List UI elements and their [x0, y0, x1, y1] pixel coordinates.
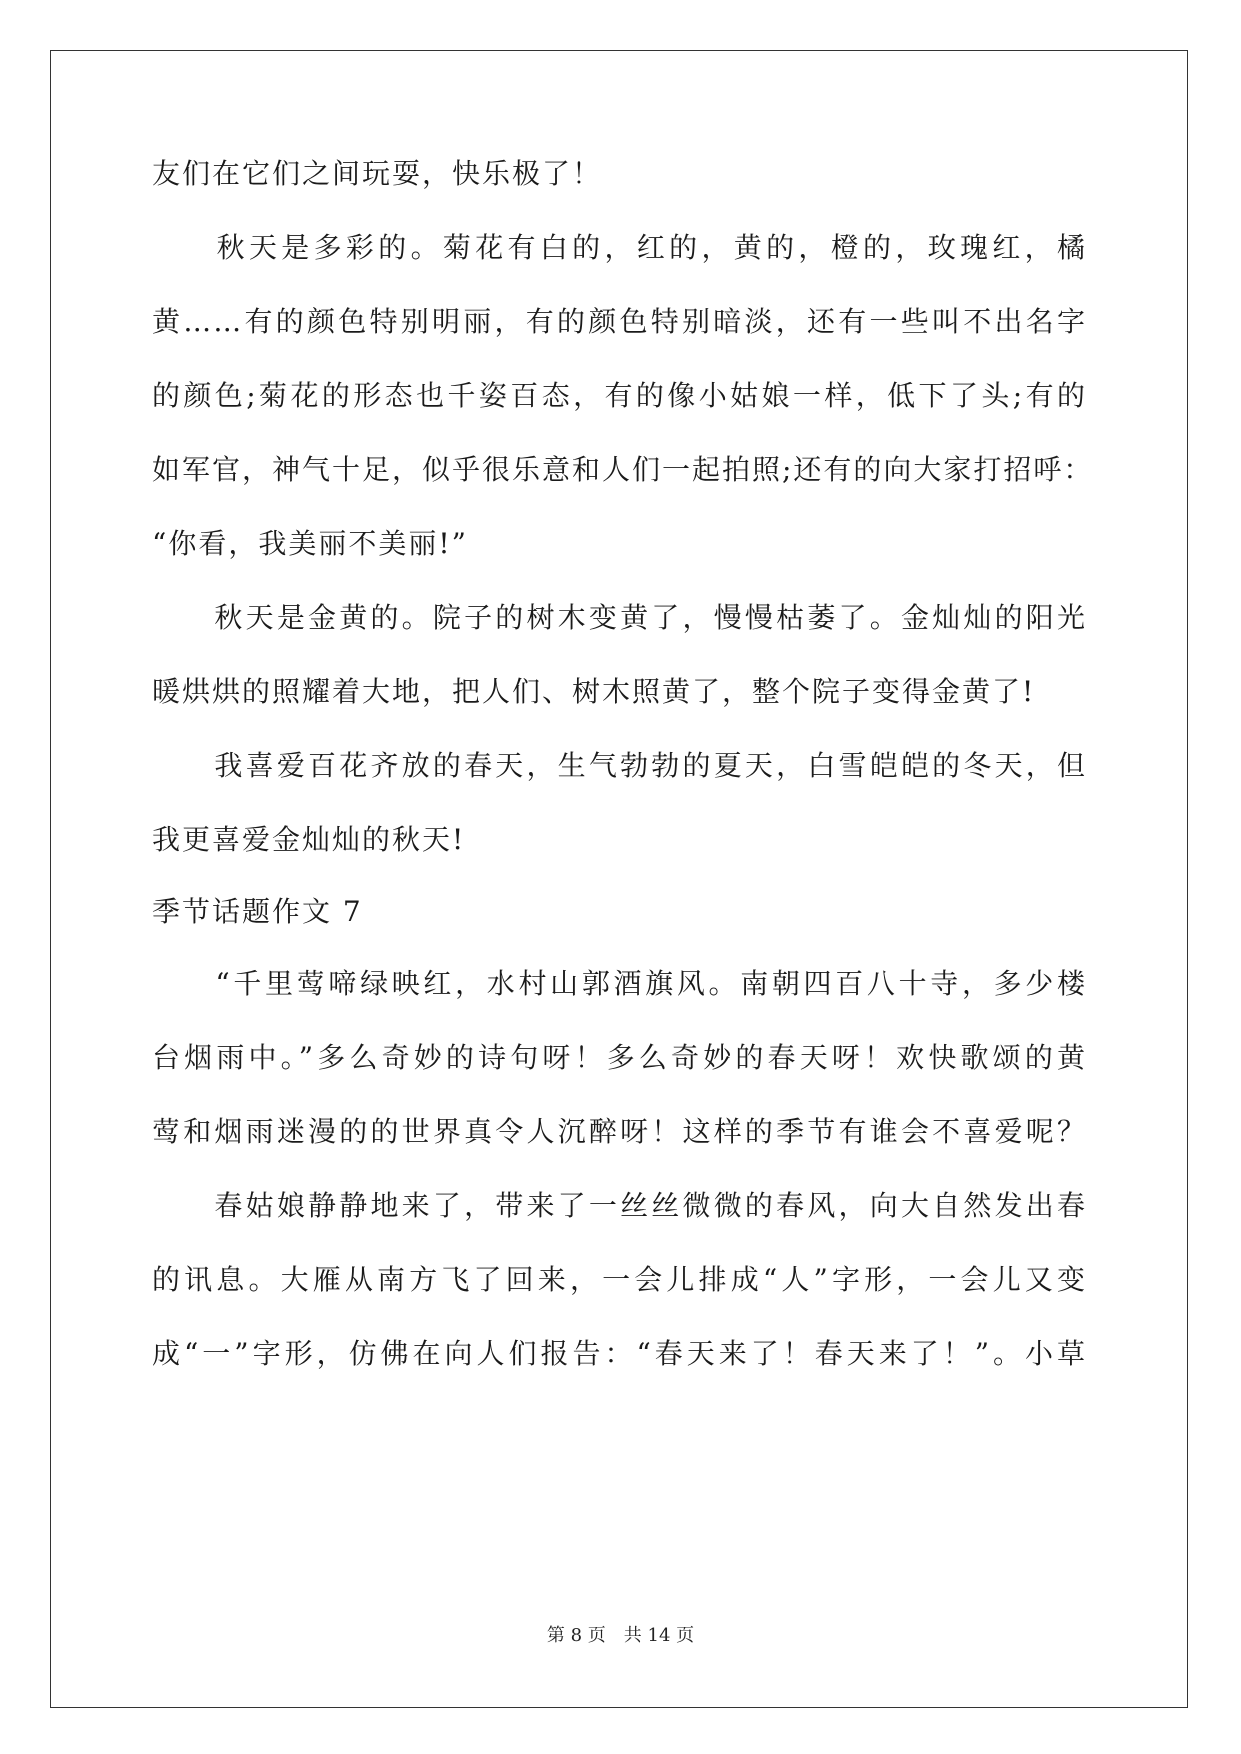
- text-line: “你看，我美丽不美丽!”: [152, 527, 468, 560]
- text-line: 秋天是金黄的。院子的树木变黄了，慢慢枯萎了。金灿灿的阳光: [152, 601, 1087, 634]
- page-number: 第 8 页 共 14 页: [546, 1625, 695, 1646]
- text-line: “千里莺啼绿映红，水村山郭酒旗风。南朝四百八十寺，多少楼: [152, 967, 1087, 1000]
- text-line: 的讯息。大雁从南方飞了回来，一会儿排成“人”字形，一会儿又变: [152, 1263, 1087, 1296]
- text-line: 暖烘烘的照耀着大地，把人们、树木照黄了，整个院子变得金黄了!: [152, 675, 1036, 708]
- text-line: 秋天是多彩的。菊花有白的，红的，黄的，橙的，玫瑰红，橘: [152, 231, 1087, 264]
- text-line: 的颜色;菊花的形态也千姿百态，有的像小姑娘一样，低下了头;有的: [152, 379, 1087, 412]
- page-border: [50, 50, 1188, 1708]
- text-line: 如军官，神气十足，似乎很乐意和人们一起拍照;还有的向大家打招呼：: [152, 453, 1094, 486]
- text-line: 莺和烟雨迷漫的的世界真令人沉醉呀！这样的季节有谁会不喜爱呢？: [152, 1115, 1087, 1148]
- text-line: 友们在它们之间玩耍，快乐极了！: [152, 157, 603, 190]
- text-line: 成“一”字形，仿佛在向人们报告：“春天来了！春天来了！”。小草: [152, 1337, 1087, 1370]
- text-line: 黄……有的颜色特别明丽，有的颜色特别暗淡，还有一些叫不出名字: [152, 305, 1087, 338]
- text-line: 春姑娘静静地来了，带来了一丝丝微微的春风，向大自然发出春: [152, 1189, 1087, 1222]
- text-line: 我更喜爱金灿灿的秋天!: [152, 823, 466, 856]
- text-line: 我喜爱百花齐放的春天，生气勃勃的夏天，白雪皑皑的冬天，但: [152, 749, 1087, 782]
- text-line: 台烟雨中。”多么奇妙的诗句呀！多么奇妙的春天呀！欢快歌颂的黄: [152, 1041, 1087, 1074]
- section-heading: 季节话题作文 7: [152, 895, 363, 928]
